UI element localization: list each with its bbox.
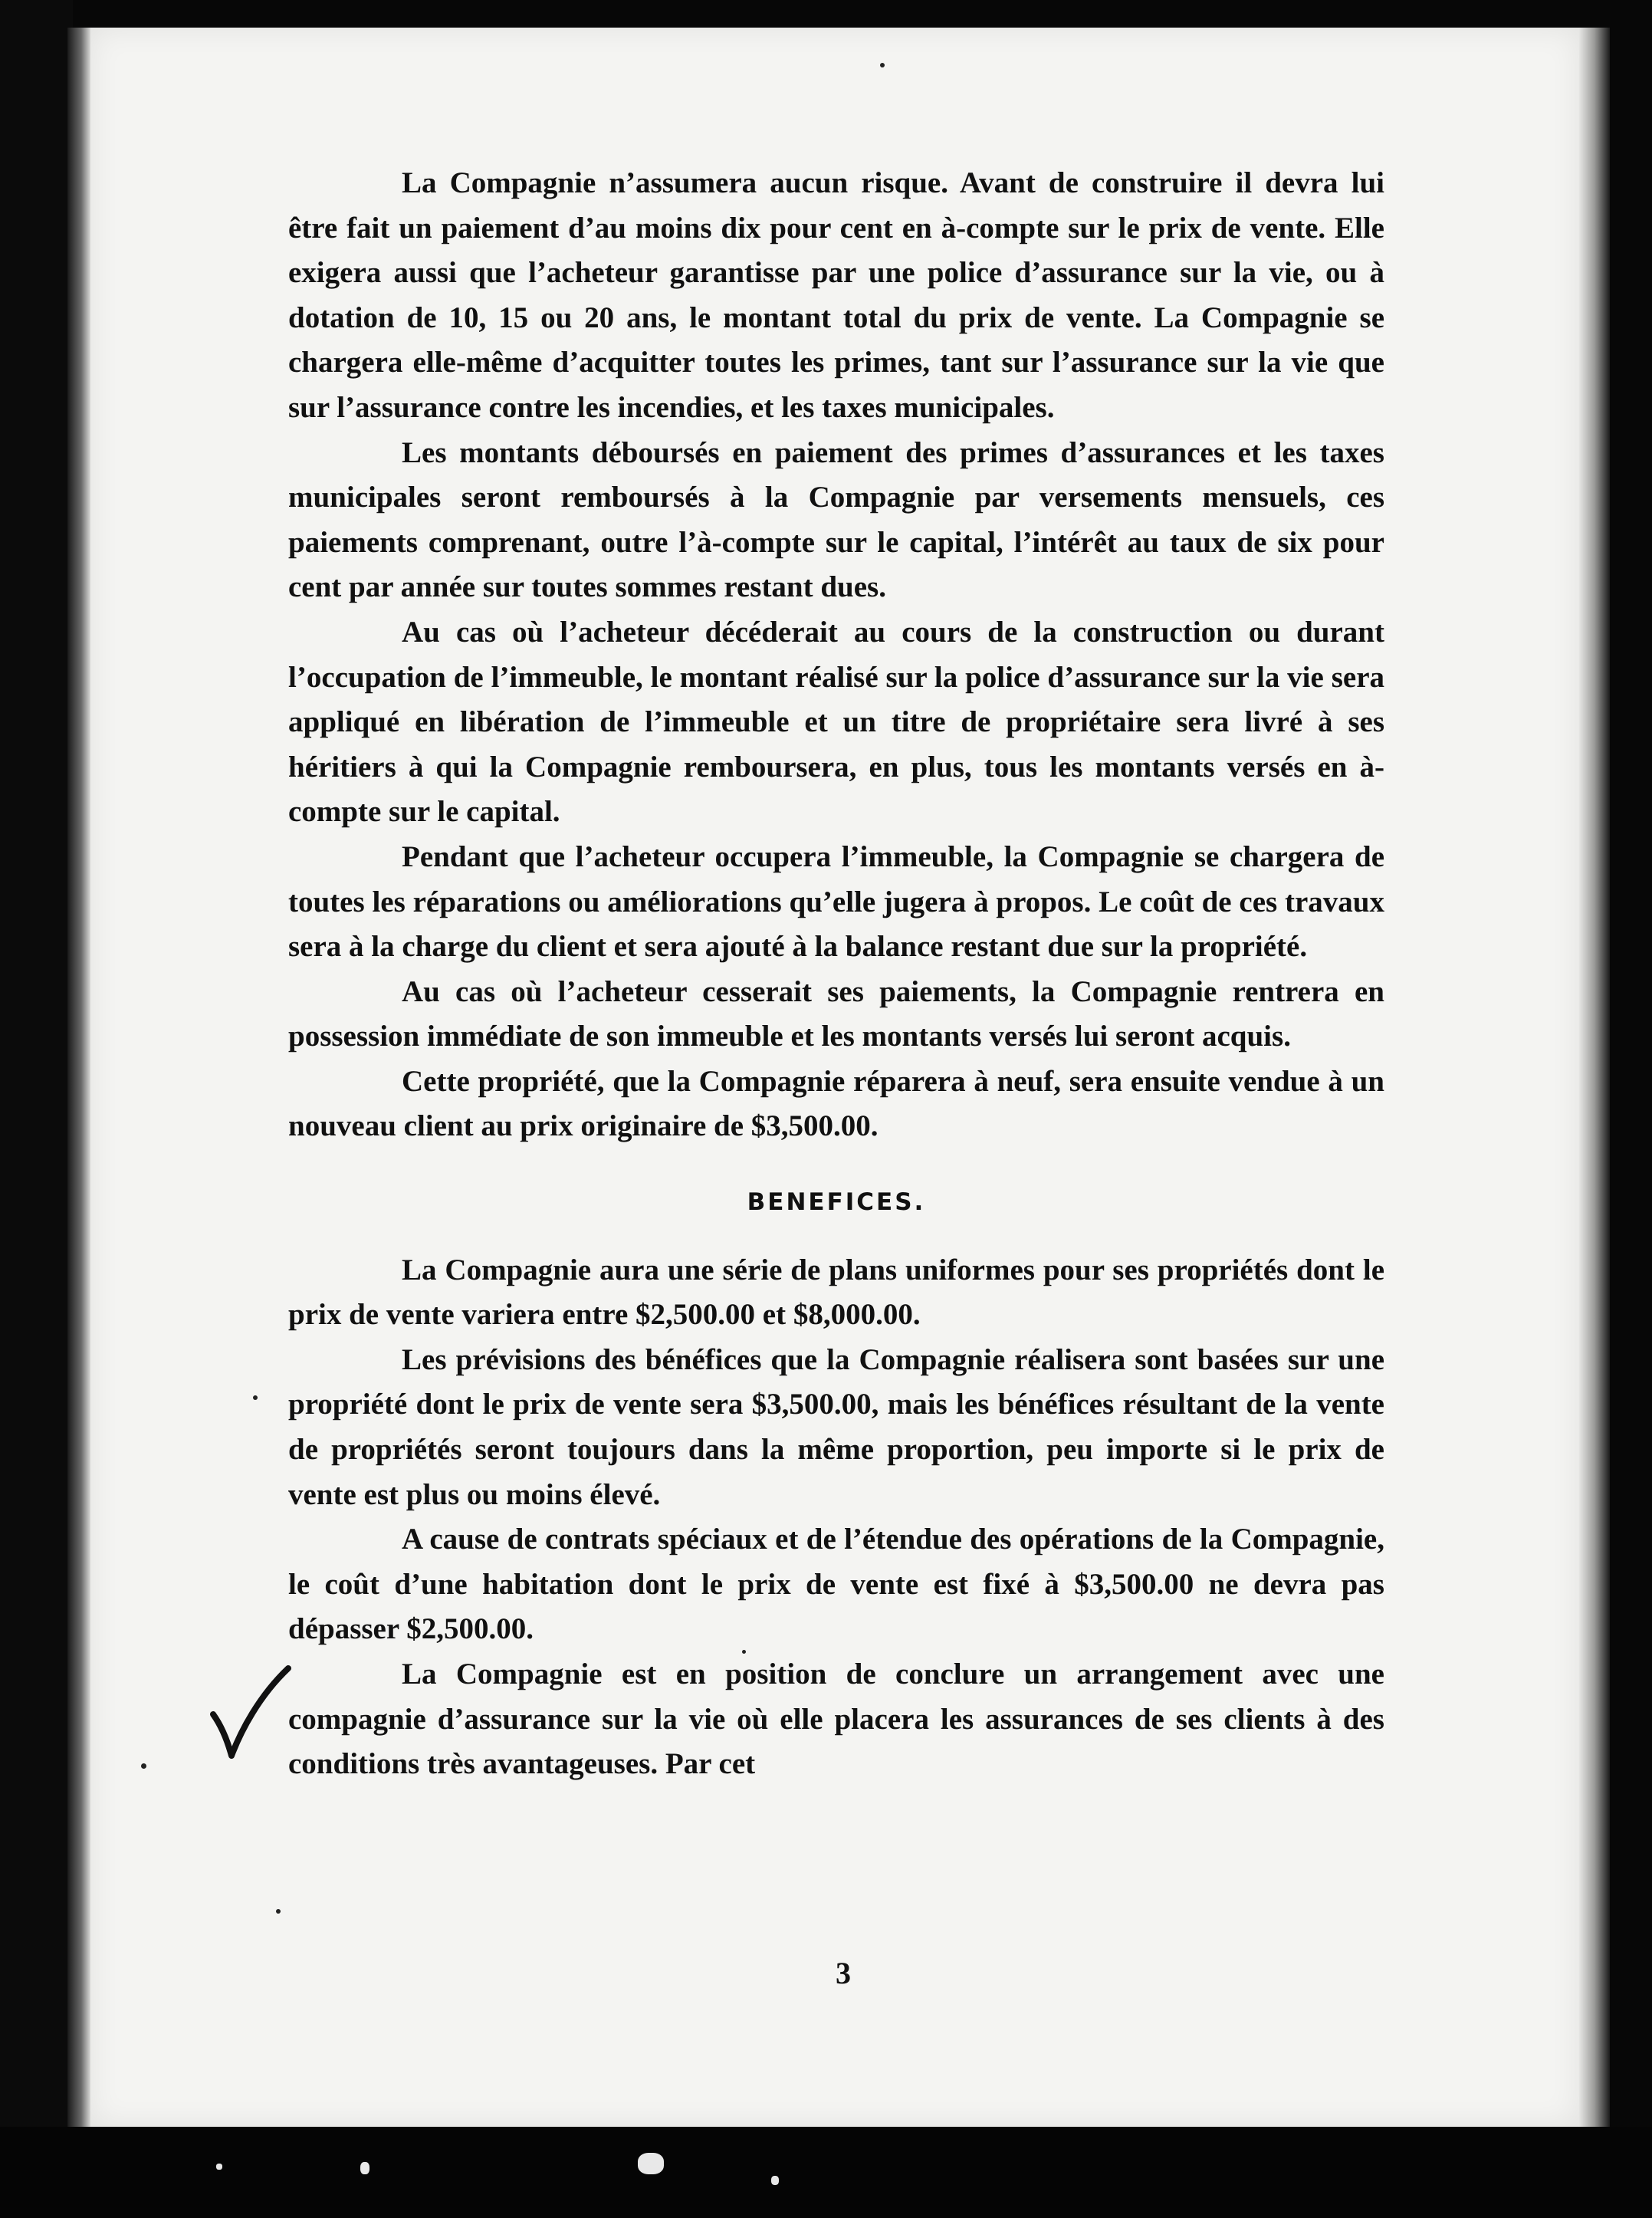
paragraph: Au cas où l’acheteur décéderait au cours de la construction ou durant l’occupation de l’immeuble, le montant réalisé sur la police d’assurance sur la vie sera appliqué en libération de l’immeuble et un titre de propriétaire sera livré à ses héritiers à qui la Compagnie remboursera, en plus, tous les montants versés en à-compte sur le capital. xyxy=(288,615,1384,829)
document-body xyxy=(288,161,1384,1787)
left-border xyxy=(0,0,73,2218)
paragraph: Cette propriété, que la Compagnie réparera à neuf, sera ensuite vendue à un nouveau client au prix originaire de $3,500.00. xyxy=(288,1064,1384,1143)
paragraph: La Compagnie aura une série de plans uniformes pour ses propriétés dont le prix de vente variera entre $2,500.00 et $8,000.00. xyxy=(288,1253,1384,1332)
page-number: 3 xyxy=(836,1956,851,1990)
paragraph: La Compagnie est en position de conclure un arrangement avec une compagnie d’assurance sur la vie où elle placera les assurances de ses clients à des conditions très avantageuses. Par cet xyxy=(288,1658,1384,1781)
scan-artifact xyxy=(638,2153,664,2174)
scan-artifact xyxy=(360,2162,369,2174)
scan-speck xyxy=(141,1763,146,1769)
section-heading: BENEFICES. xyxy=(747,1188,926,1217)
scan-speck xyxy=(276,1909,281,1914)
paragraph: Au cas où l’acheteur cesserait ses paiements, la Compagnie rentrera en possession immédiate de son immeuble et les montants versés lui seront acquis. xyxy=(288,974,1384,1053)
scan-speck xyxy=(253,1395,258,1400)
page-right-edge xyxy=(1579,28,1610,2127)
paragraph: La Compagnie n’assumera aucun risque. Avant de construire il devra lui être fait un paiement d’au moins dix pour cent en à-compte sur le prix de vente. Elle exigera aussi que l’acheteur garantisse par une police d’assurance sur la vie, ou à dotation de 10, 15 ou 20 ans, le montant total du prix de vente. La Compagnie se chargera elle-même d’acquitter toutes les primes, tant sur l’assurance sur la vie que sur l’assurance contre les incendies, et les taxes municipales. xyxy=(288,166,1384,424)
paragraph: A cause de contrats spéciaux et de l’étendue des opérations de la Compagnie, le coût d’une habitation dont le prix de vente est fixé à $3,500.00 ne devra pas dépasser $2,500.00. xyxy=(288,1523,1384,1646)
handwritten-checkmark-icon xyxy=(209,1664,293,1763)
scan-speck xyxy=(880,63,885,67)
bottom-border xyxy=(0,2127,1652,2218)
scan-artifact xyxy=(216,2164,222,2170)
scan-artifact xyxy=(771,2176,779,2185)
page-left-edge xyxy=(67,28,90,2127)
paragraph: Les prévisions des bénéfices que la Compagnie réalisera sont basées sur une propriété dont le prix de vente sera $3,500.00, mais les bénéfices résultant de la vente de propriétés seront toujours dans la même proportion, peu importe si le prix de vente est plus ou moins élevé. xyxy=(288,1342,1384,1511)
paragraph: Pendant que l’acheteur occupera l’immeuble, la Compagnie se chargera de toutes les réparations ou améliorations qu’elle jugera à propos. Le coût de ces travaux sera à la charge du client et sera ajouté à la balance restant due sur la propriété. xyxy=(288,840,1384,964)
paragraph: Les montants déboursés en paiement des primes d’assurances et les taxes municipales seront remboursés à la Compagnie par versements mensuels, ces paiements comprenant, outre l’à-compte sur le capital, l’intérêt au taux de six pour cent par année sur toutes sommes restant dues. xyxy=(288,435,1384,604)
